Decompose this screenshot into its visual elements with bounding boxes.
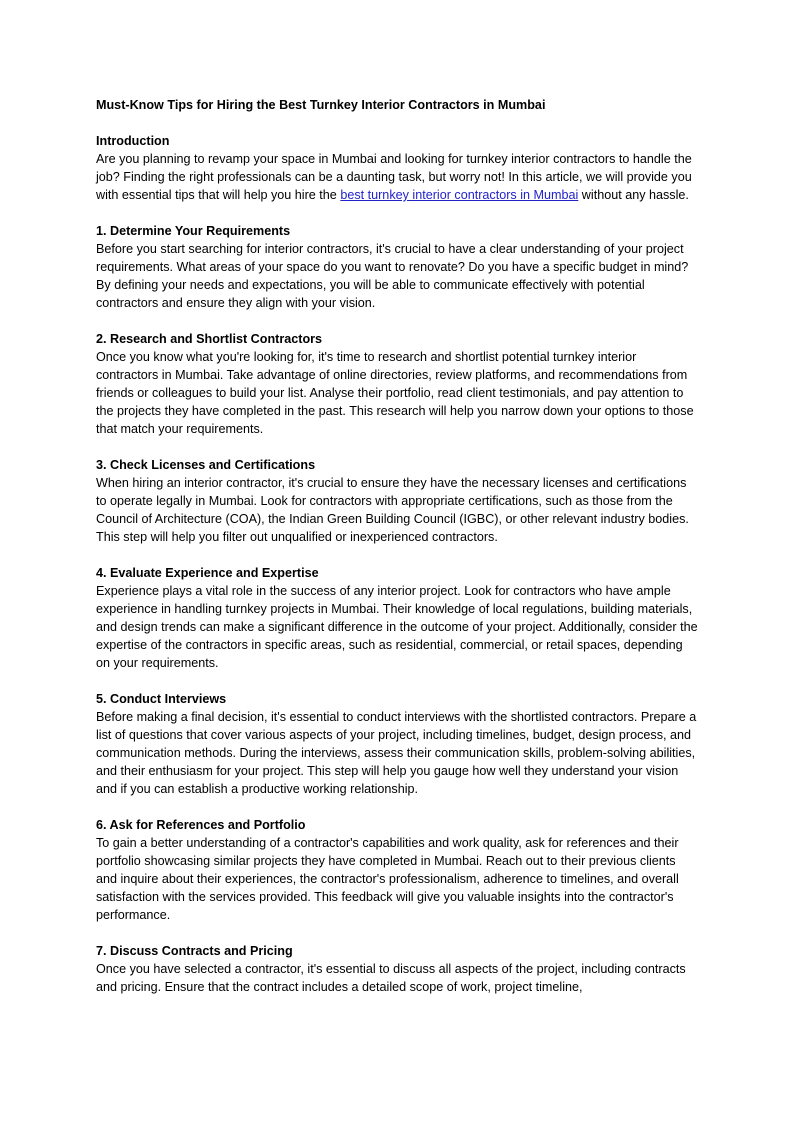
section-text: When hiring an interior contractor, it's crucial to ensure they have the necessary licenses and certifications to operate legally in Mumbai. Look for contractors with appropriate certifications, such as those from the Council of Architecture (COA), the Indian Green Building Council (IGBC), or other relevant industry bodies. This step will help you filter out unqualified or inexperienced contractors. xyxy=(96,476,689,544)
section-text: Before you start searching for interior contractors, it's crucial to have a clear understanding of your project requirements. What areas of your space do you want to renovate? Do you have a specific budget in mind? By defining your needs and expectations, you will be able to communicate effectively with potential contractors and ensure they align with your vision. xyxy=(96,242,689,310)
section-heading: 5. Conduct Interviews xyxy=(96,692,227,706)
section-text: Experience plays a vital role in the success of any interior project. Look for contractors who have ample experience in handling turnkey projects in Mumbai. Their knowledge of local regulations, building materials, and design trends can make a significant difference in the outcome of your project. Additionally, consider the expertise of the contractors in specific areas, such as residential, commercial, or retail spaces, depending on your requirements. xyxy=(96,584,698,670)
section-introduction xyxy=(96,132,700,204)
section-heading: 3. Check Licenses and Certifications xyxy=(96,458,316,472)
document-title: Must-Know Tips for Hiring the Best Turnkey Interior Contractors in Mumbai xyxy=(96,98,546,112)
contractors-link[interactable]: best turnkey interior contractors in Mumbai xyxy=(340,188,579,202)
section-3 xyxy=(96,456,700,546)
section-7 xyxy=(96,942,700,996)
intro-text-before-link: Are you planning to revamp your space in Mumbai and looking for turnkey interior contractors to handle the job? Finding the right professionals can be a daunting task, but worry not! In this article, we will provide you with essential tips that will help you hire the xyxy=(96,152,692,202)
document-page xyxy=(96,96,700,1014)
section-6 xyxy=(96,816,700,924)
section-heading: 2. Research and Shortlist Contractors xyxy=(96,332,323,346)
section-heading: 7. Discuss Contracts and Pricing xyxy=(96,944,293,958)
section-1 xyxy=(96,222,700,312)
section-5 xyxy=(96,690,700,798)
section-text: Before making a final decision, it's essential to conduct interviews with the shortlisted contractors. Prepare a list of questions that cover various aspects of your project, including timelines, budget, design process, and communication methods. During the interviews, assess their communication skills, problem-solving abilities, and their enthusiasm for your project. This step will help you gauge how well they understand your vision and if you can establish a productive working relationship. xyxy=(96,710,697,796)
section-text: To gain a better understanding of a contractor's capabilities and work quality, ask for references and their portfolio showcasing similar projects they have completed in Mumbai. Reach out to their previous clients and inquire about their experiences, the contractor's professionalism, adherence to timelines, and overall satisfaction with the services provided. This feedback will give you valuable insights into the contractor's performance. xyxy=(96,836,679,922)
section-2 xyxy=(96,330,700,438)
intro-text-after-link: without any hassle. xyxy=(578,188,689,202)
section-heading: Introduction xyxy=(96,134,170,148)
section-text: Once you have selected a contractor, it's essential to discuss all aspects of the project, including contracts and pricing. Ensure that the contract includes a detailed scope of work, project timeline, xyxy=(96,962,686,994)
section-text: Once you know what you're looking for, it's time to research and shortlist potential turnkey interior contractors in Mumbai. Take advantage of online directories, review platforms, and recommendations from friends or colleagues to build your list. Analyse their portfolio, read client testimonials, and pay attention to the projects they have completed in the past. This research will help you narrow down your options to those that match your requirements. xyxy=(96,350,694,436)
section-heading: 1. Determine Your Requirements xyxy=(96,224,291,238)
section-4 xyxy=(96,564,700,672)
section-heading: 6. Ask for References and Portfolio xyxy=(96,818,306,832)
section-text xyxy=(96,150,700,204)
section-heading: 4. Evaluate Experience and Expertise xyxy=(96,566,319,580)
